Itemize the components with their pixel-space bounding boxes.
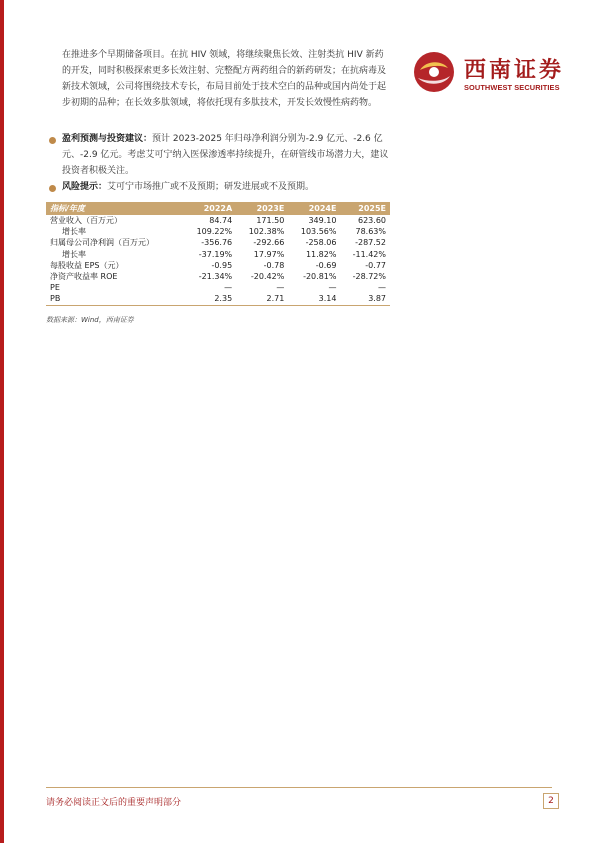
risk-lead: 风险提示：: [62, 182, 108, 192]
row-label: PB: [46, 293, 184, 305]
header-cell: 指标/年度: [46, 202, 184, 215]
value-cell: —: [328, 283, 337, 293]
company-logo: [412, 50, 565, 96]
row-label: 每股收益 EPS（元）: [50, 260, 124, 270]
forecast-paragraph: [62, 131, 392, 179]
header-cell: 2022A: [184, 202, 236, 215]
value-cell: 349.10: [308, 216, 337, 226]
risk-text: 艾可宁市场推广或不及预期；研发进展或不及预期。: [107, 182, 315, 192]
header-cell: 2023E: [236, 202, 288, 215]
footer-divider: [46, 787, 552, 788]
value-cell: -0.77: [365, 260, 386, 270]
value-cell: -21.34%: [198, 272, 233, 282]
value-cell: 103.56%: [300, 227, 337, 237]
value-cell: 623.60: [358, 216, 386, 226]
value-cell: -292.66: [253, 238, 285, 248]
value-cell: 3.87: [340, 293, 390, 305]
row-label: 归属母公司净利润（百万元）: [50, 238, 154, 248]
business-paragraph: [62, 47, 392, 111]
header-cell: 2025E: [340, 202, 390, 215]
table-header-row: [46, 202, 390, 215]
page-number: 2: [543, 793, 559, 809]
value-cell: -0.95: [211, 260, 233, 270]
table-row: [46, 282, 390, 293]
value-cell: 84.74: [209, 216, 233, 226]
value-cell: —: [276, 283, 285, 293]
value-cell: -37.19%: [198, 249, 233, 259]
row-label: 净资产收益率 ROE: [50, 272, 118, 282]
value-cell: 102.38%: [248, 227, 285, 237]
business-text: 在推进多个早期储备项目。在抗 HIV 领域，将继续聚焦长效、注射类抗 HIV 新药的开发，同时积极探索更多长效注射、完整配方两药组合的新药研发；在抗病毒及新技术领域，公司将围绕技术专长，布局目前处于技术空白的品种或国内尚处于起步初期的品种；在长效多肽领域，将依托现有多肽技术，开发长效慢性病药物。: [62, 50, 387, 108]
value-cell: 11.82%: [305, 249, 337, 259]
logo-emblem-icon: [412, 50, 456, 94]
value-cell: -0.78: [263, 260, 285, 270]
disclaimer-note: 请务必阅读正文后的重要声明部分: [46, 798, 182, 808]
value-cell: -28.72%: [352, 272, 386, 282]
row-label: 增长率: [62, 227, 86, 237]
data-source-note: 数据来源：Wind，西南证券: [46, 316, 134, 324]
logo-chinese-name: 西南证券: [464, 57, 565, 83]
forecast-text: 预计 2023-2025 年归母净利润分别为-2.9 亿元、-2.6 亿元、-2.9 亿元。考虑艾可宁纳入医保渗透率持续提升，在研管线市场潜力大，建议投资者积极关注。: [62, 134, 389, 176]
bullet-icon: [49, 137, 56, 144]
forecast-lead: 盈利预测与投资建议：: [62, 134, 153, 144]
table-row: [46, 271, 390, 282]
risk-paragraph: [62, 179, 392, 195]
value-cell: 2.35: [184, 293, 236, 305]
value-cell: 17.97%: [253, 249, 285, 259]
bullet-icon: [49, 185, 56, 192]
header-cell: 2024E: [288, 202, 340, 215]
value-cell: —: [378, 283, 386, 293]
value-cell: -20.81%: [303, 272, 337, 282]
table-row: [46, 293, 390, 305]
value-cell: 78.63%: [355, 227, 386, 237]
value-cell: —: [224, 283, 233, 293]
value-cell: 2.71: [236, 293, 288, 305]
value-cell: -258.06: [305, 238, 337, 248]
row-label: 营业收入（百万元）: [50, 216, 122, 226]
logo-english-name: SOUTHWEST SECURITIES: [464, 83, 560, 92]
row-label: 增长率: [62, 249, 86, 259]
table-row: [46, 237, 390, 248]
table-row: [46, 260, 390, 271]
financial-forecast-table: [46, 202, 390, 306]
value-cell: -356.76: [201, 238, 233, 248]
value-cell: -287.52: [355, 238, 386, 248]
table-row: [46, 249, 390, 260]
value-cell: -0.69: [315, 260, 337, 270]
row-label: PE: [50, 283, 60, 293]
value-cell: -11.42%: [352, 249, 386, 259]
table-row: [46, 226, 390, 237]
table-row: [46, 215, 390, 226]
value-cell: -20.42%: [250, 272, 285, 282]
value-cell: 171.50: [256, 216, 285, 226]
value-cell: 109.22%: [196, 227, 233, 237]
value-cell: 3.14: [288, 293, 340, 305]
left-accent-bar: [0, 0, 4, 843]
